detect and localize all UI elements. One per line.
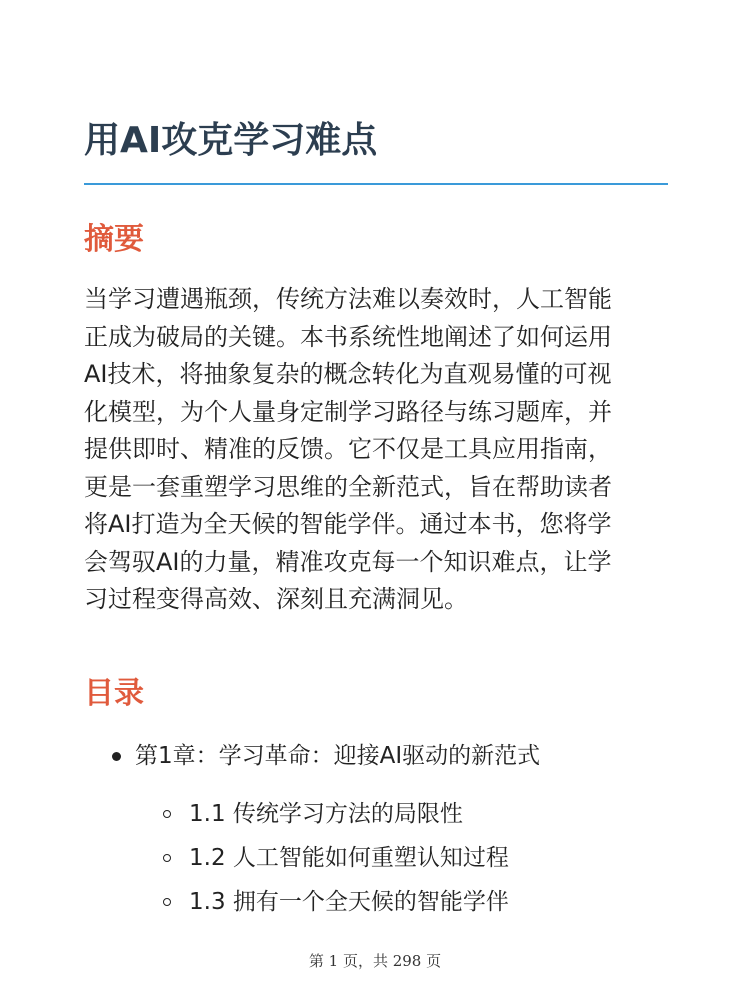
bullet-disc-icon bbox=[112, 752, 121, 761]
abstract-body bbox=[84, 281, 684, 619]
toc-section-label: 1.2 人工智能如何重塑认知过程 bbox=[189, 845, 509, 871]
bullet-circle-icon bbox=[163, 898, 171, 906]
abstract-line: 提供即时、精准的反馈。它不仅是工具应用指南， bbox=[84, 435, 612, 463]
bullet-circle-icon bbox=[163, 810, 171, 818]
toc-section-item bbox=[163, 840, 509, 876]
abstract-line: 习过程变得高效、深刻且充满洞见。 bbox=[84, 585, 468, 613]
title-divider bbox=[84, 183, 668, 185]
toc-heading: 目录 bbox=[84, 676, 144, 711]
toc-section-item bbox=[163, 796, 463, 832]
bullet-circle-icon bbox=[163, 854, 171, 862]
abstract-line: 当学习遭遇瓶颈，传统方法难以奏效时，人工智能 bbox=[84, 285, 612, 313]
abstract-heading: 摘要 bbox=[84, 222, 144, 257]
abstract-line: 将AI打造为全天候的智能学伴。通过本书，您将学 bbox=[84, 510, 612, 538]
abstract-line: AI技术，将抽象复杂的概念转化为直观易懂的可视 bbox=[84, 360, 612, 388]
page-footer: 第 1 页，共 298 页 bbox=[308, 952, 442, 970]
toc-section-label: 1.3 拥有一个全天候的智能学伴 bbox=[189, 889, 509, 915]
toc-chapter-label: 第1章：学习革命：迎接AI驱动的新范式 bbox=[135, 743, 541, 769]
abstract-line: 化模型，为个人量身定制学习路径与练习题库，并 bbox=[84, 397, 612, 426]
document-title: 用AI攻克学习难点 bbox=[84, 120, 378, 161]
abstract-line: 正成为破局的关键。本书系统性地阐述了如何运用 bbox=[84, 322, 612, 351]
abstract-line: 会驾驭AI的力量，精准攻克每一个知识难点，让学 bbox=[84, 547, 612, 576]
abstract-line: 更是一套重塑学习思维的全新范式，旨在帮助读者 bbox=[84, 472, 612, 501]
toc-section-item bbox=[163, 884, 509, 920]
toc-section-label: 1.1 传统学习方法的局限性 bbox=[189, 801, 463, 827]
toc-chapter-item bbox=[112, 738, 540, 774]
